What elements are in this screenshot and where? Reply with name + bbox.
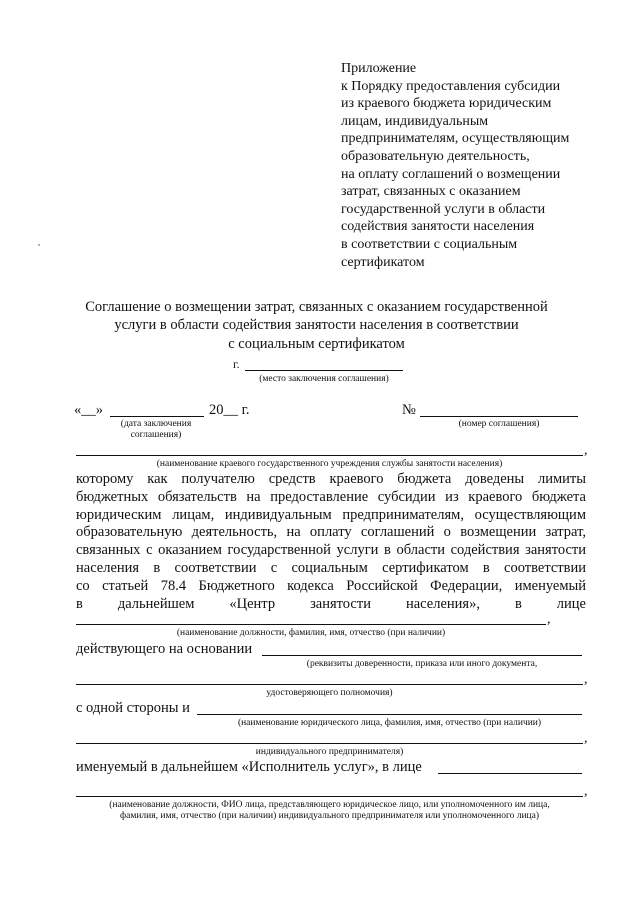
paragraph-line: образовательную деятельность, на оплату соглашений о возмещении затрат, [76,524,586,541]
appendix-line: предпринимателям, осуществляющим [341,131,570,147]
appendix-block [341,60,569,271]
number-caption: (номер соглашения) [458,419,540,429]
party-field-2[interactable] [76,743,583,744]
date-month-field[interactable] [110,416,204,417]
paragraph-line: юридическим лицам, индивидуальным предпринимателям, осуществляющим [76,506,586,523]
institution-caption: (наименование краевого государственного учреждения службы занятости населения) [156,459,503,469]
scan-artifact [38,244,40,246]
paragraph-line: которому как получателю средств краевого бюджета доведены лимиты [76,471,586,487]
place-prefix: г. [233,357,240,371]
paragraph-line: со статьей 78.4 Бюджетного кодекса Российской Федерации, именуемый [76,577,586,594]
executor-comma: , [584,784,588,799]
basis-field[interactable] [262,655,582,656]
official-field[interactable] [76,624,546,625]
appendix-line: к Порядку предоставления субсидии [341,78,561,94]
paragraph-line: бюджетных обязательств на предоставление субсидии из краевого бюджета [76,488,586,505]
number-field[interactable] [420,416,578,417]
date-year: 20__ г. [209,402,250,418]
appendix-line: на оплату соглашений о возмещении [341,166,561,182]
basis-label: действующего на основании [76,641,253,657]
appendix-line: сертификатом [341,254,425,270]
institution-comma: , [584,443,588,458]
executor-field[interactable] [438,773,582,774]
appendix-line: в соответствии с социальным [341,236,518,252]
appendix-line: Приложение [341,61,417,76]
title-line: Соглашение о возмещении затрат, связанных с оказанием государственной [85,299,548,315]
date-caption-2: соглашения) [130,430,182,440]
number-sign: № [402,402,416,418]
place-field[interactable] [245,370,403,371]
executor-field-2[interactable] [76,796,583,797]
title-line: с социальным сертификатом [228,335,405,352]
document-title [40,298,593,353]
appendix-line: содействия занятости населения [341,219,535,235]
appendix-line: затрат, связанных с оказанием [341,184,521,200]
appendix-line: лицам, индивидуальным [341,113,489,129]
basis-comma: , [584,672,588,687]
party-field[interactable] [197,714,582,715]
basis-caption-2: удостоверяющего полномочия) [266,688,393,698]
institution-field[interactable] [76,455,583,456]
appendix-line: из краевого бюджета юридическим [341,96,552,112]
basis-caption-1: (реквизиты доверенности, приказа или иного документа, [306,659,538,669]
party-caption-2: индивидуального предпринимателя) [255,747,404,757]
appendix-line: образовательную деятельность, [341,148,530,164]
place-caption: (место заключения соглашения) [259,374,389,384]
paragraph-line: населения в соответствии с социальным сертификатом в соответствии [76,559,586,576]
title-line: услуги в области содействия занятости населения в соответствии [114,317,519,334]
date-caption-1: (дата заключения [120,419,192,429]
official-comma: , [547,612,551,627]
official-caption: (наименование должности, фамилия, имя, отчество (при наличии) [176,628,446,638]
party-label: с одной стороны и [76,700,190,716]
paragraph-line: связанных с оказанием государственной услуги в области содействия занятости [76,542,586,559]
appendix-line: государственной услуги в области [341,201,546,217]
executor-caption-2: фамилия, имя, отчество (при наличии) индивидуального предпринимателя или уполномоченного лица) [119,811,540,821]
party-comma: , [584,731,588,746]
paragraph-line: в дальнейшем «Центр занятости населения», в лице [76,595,586,612]
agreement-paragraph [76,471,586,613]
party-caption-1: (наименование юридического лица, фамилия, имя, отчество (при наличии) [237,718,542,728]
executor-caption-1: (наименование должности, ФИО лица, представляющего юридическое лицо, или уполномоченного им лица, [109,800,550,810]
executor-label: именуемый в дальнейшем «Исполнитель услуг», в лице [76,759,422,775]
basis-field-2[interactable] [76,684,583,685]
date-day: «__» [74,402,103,418]
